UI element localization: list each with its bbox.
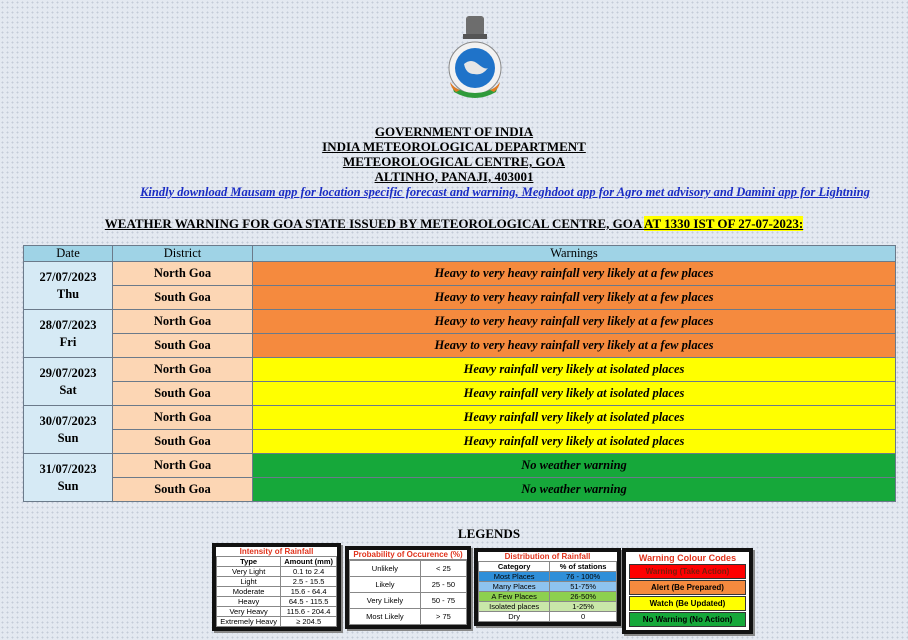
legend-probability-label: Very Likely bbox=[350, 593, 421, 609]
legend-distribution-row bbox=[479, 602, 617, 612]
date-cell bbox=[24, 310, 113, 358]
warning-cell: No weather warning bbox=[253, 454, 896, 478]
day-value: Sat bbox=[59, 382, 77, 397]
warning-cell: Heavy rainfall very likely at isolated places bbox=[253, 430, 896, 454]
legend-probability-row bbox=[350, 609, 467, 625]
legend-intensity-type: Light bbox=[217, 577, 281, 587]
header-line-address: ALTINHO, PANAJI, 403001 bbox=[374, 169, 534, 184]
warning-cell: Heavy rainfall very likely at isolated places bbox=[253, 358, 896, 382]
header-warnings: Warnings bbox=[253, 246, 896, 262]
legend-intensity-row bbox=[217, 617, 337, 627]
table-row bbox=[24, 310, 896, 334]
date-cell bbox=[24, 358, 113, 406]
day-value: Sun bbox=[57, 430, 79, 445]
legend-probability-value: 50 - 75 bbox=[420, 593, 466, 609]
table-row bbox=[24, 454, 896, 478]
table-row bbox=[24, 382, 896, 406]
legend-probability-row bbox=[350, 577, 467, 593]
district-cell: South Goa bbox=[113, 430, 253, 454]
legend-distribution-category: Isolated places bbox=[479, 602, 550, 612]
date-value: 31/07/2023 bbox=[39, 461, 97, 476]
legend-probability-title: Probability of Occurence (%) bbox=[349, 550, 467, 560]
legends-title: LEGENDS bbox=[457, 526, 521, 541]
legend-distribution-header-category: Category bbox=[479, 562, 550, 572]
warning-cell: Heavy to very heavy rainfall very likely at a few places bbox=[253, 334, 896, 358]
legend-intensity-row bbox=[217, 587, 337, 597]
district-cell: North Goa bbox=[113, 310, 253, 334]
imd-emblem-logo bbox=[446, 14, 504, 98]
warning-cell: Heavy to very heavy rainfall very likely at a few places bbox=[253, 262, 896, 286]
header-line-government: GOVERNMENT OF INDIA bbox=[374, 124, 534, 139]
warning-title-issue-time: AT 1330 IST OF 27-07-2023: bbox=[644, 216, 804, 231]
legend-probability-label: Unlikely bbox=[350, 561, 421, 577]
date-cell bbox=[24, 262, 113, 310]
colour-code-alert: Alert (Be Prepared) bbox=[629, 580, 746, 595]
legend-distribution-percent: 76 - 100% bbox=[550, 572, 617, 582]
day-value: Fri bbox=[59, 334, 77, 349]
legend-intensity-row bbox=[217, 597, 337, 607]
legend-intensity-type: Extremely Heavy bbox=[217, 617, 281, 627]
legend-probability-row bbox=[350, 561, 467, 577]
legend-intensity-header-amount: Amount (mm) bbox=[281, 557, 337, 567]
header-district: District bbox=[113, 246, 253, 262]
legend-colour-codes-title: Warning Colour Codes bbox=[638, 553, 737, 563]
table-row bbox=[24, 286, 896, 310]
legend-distribution-row bbox=[479, 592, 617, 602]
day-value: Thu bbox=[56, 286, 80, 301]
table-row bbox=[24, 430, 896, 454]
table-row bbox=[24, 334, 896, 358]
table-row bbox=[24, 358, 896, 382]
legend-distribution-category: Many Places bbox=[479, 582, 550, 592]
table-header-row bbox=[24, 246, 896, 262]
legend-distribution-percent: 26-50% bbox=[550, 592, 617, 602]
weather-warning-table bbox=[23, 245, 896, 502]
header-line-department: INDIA METEOROLOGICAL DEPARTMENT bbox=[322, 139, 586, 154]
legend-intensity-type: Heavy bbox=[217, 597, 281, 607]
legend-intensity-amount: 115.6 - 204.4 bbox=[281, 607, 337, 617]
date-value: 29/07/2023 bbox=[39, 365, 97, 380]
date-value: 27/07/2023 bbox=[39, 269, 97, 284]
district-cell: North Goa bbox=[113, 262, 253, 286]
legend-distribution-category: Dry bbox=[479, 612, 550, 622]
legend-distribution-category: Most Places bbox=[479, 572, 550, 582]
colour-code-no-warning: No Warning (No Action) bbox=[629, 612, 746, 627]
table-row bbox=[24, 406, 896, 430]
warning-cell: Heavy to very heavy rainfall very likely at a few places bbox=[253, 310, 896, 334]
date-cell bbox=[24, 406, 113, 454]
district-cell: South Goa bbox=[113, 286, 253, 310]
legend-intensity-type: Very Heavy bbox=[217, 607, 281, 617]
legend-intensity-of-rainfall bbox=[212, 543, 341, 631]
legend-warning-colour-codes bbox=[622, 548, 753, 634]
legend-distribution-percent: 1-25% bbox=[550, 602, 617, 612]
legend-probability-value: > 75 bbox=[420, 609, 466, 625]
legend-intensity-amount: 2.5 - 15.5 bbox=[281, 577, 337, 587]
table-row bbox=[24, 478, 896, 502]
district-cell: South Goa bbox=[113, 334, 253, 358]
legend-distribution-percent: 51-75% bbox=[550, 582, 617, 592]
legend-distribution-header-percent: % of stations bbox=[550, 562, 617, 572]
legend-intensity-amount: ≥ 204.5 bbox=[281, 617, 337, 627]
colour-code-watch: Watch (Be Updated) bbox=[629, 596, 746, 611]
warning-title bbox=[0, 216, 908, 232]
legend-distribution-of-rainfall bbox=[474, 548, 621, 626]
legend-intensity-type: Very Light bbox=[217, 567, 281, 577]
district-cell: North Goa bbox=[113, 358, 253, 382]
legend-probability-value: 25 - 50 bbox=[420, 577, 466, 593]
warning-cell: Heavy rainfall very likely at isolated places bbox=[253, 406, 896, 430]
legend-distribution-percent: 0 bbox=[550, 612, 617, 622]
legend-intensity-row bbox=[217, 607, 337, 617]
legend-distribution-row bbox=[479, 612, 617, 622]
legend-intensity-amount: 15.6 - 64.4 bbox=[281, 587, 337, 597]
district-cell: South Goa bbox=[113, 478, 253, 502]
district-cell: South Goa bbox=[113, 382, 253, 406]
legend-probability-value: < 25 bbox=[420, 561, 466, 577]
district-cell: North Goa bbox=[113, 454, 253, 478]
legend-intensity-row bbox=[217, 577, 337, 587]
legend-distribution-title: Distribution of Rainfall bbox=[504, 552, 591, 561]
legend-intensity-amount: 64.5 - 115.5 bbox=[281, 597, 337, 607]
table-row bbox=[24, 262, 896, 286]
legend-distribution-category: A Few Places bbox=[479, 592, 550, 602]
legend-probability-label: Most Likely bbox=[350, 609, 421, 625]
legend-distribution-row bbox=[479, 582, 617, 592]
legend-intensity-amount: 0.1 to 2.4 bbox=[281, 567, 337, 577]
legend-probability-row bbox=[350, 593, 467, 609]
district-cell: North Goa bbox=[113, 406, 253, 430]
legend-probability-of-occurence bbox=[345, 546, 471, 629]
header-line-centre: METEOROLOGICAL CENTRE, GOA bbox=[342, 154, 566, 169]
day-value: Sun bbox=[57, 478, 79, 493]
warning-title-main: WEATHER WARNING FOR GOA STATE ISSUED BY METEOROLOGICAL CENTRE, GOA bbox=[104, 216, 645, 231]
date-value: 30/07/2023 bbox=[39, 413, 97, 428]
date-value: 28/07/2023 bbox=[39, 317, 97, 332]
legend-intensity-type: Moderate bbox=[217, 587, 281, 597]
warning-cell: No weather warning bbox=[253, 478, 896, 502]
date-cell bbox=[24, 454, 113, 502]
app-download-notice[interactable]: Kindly download Mausam app for location specific forecast and warning, Meghdoot app for Agro met advisory and Damini app for Lightning bbox=[140, 185, 870, 199]
legend-distribution-row bbox=[479, 572, 617, 582]
header-date: Date bbox=[24, 246, 113, 262]
legend-intensity-title: Intensity of Rainfall bbox=[239, 547, 314, 556]
legend-intensity-row bbox=[217, 567, 337, 577]
legend-intensity-header-type: Type bbox=[217, 557, 281, 567]
warning-cell: Heavy rainfall very likely at isolated places bbox=[253, 382, 896, 406]
legend-probability-label: Likely bbox=[350, 577, 421, 593]
warning-cell: Heavy to very heavy rainfall very likely at a few places bbox=[253, 286, 896, 310]
colour-code-warning: Warning (Take Action) bbox=[629, 564, 746, 579]
